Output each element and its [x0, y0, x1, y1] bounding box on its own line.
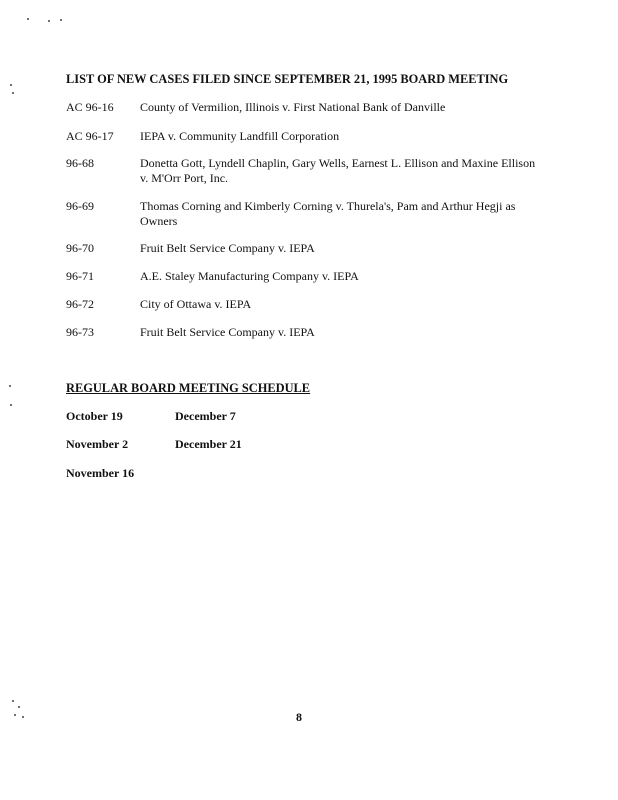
scan-speck	[27, 18, 29, 20]
meeting-date: November 16	[66, 466, 135, 480]
case-title: A.E. Staley Manufacturing Company v. IEPA	[140, 269, 359, 283]
case-number: AC 96-17	[66, 129, 114, 143]
meeting-date: December 7	[175, 409, 236, 423]
scan-speck	[12, 700, 14, 702]
scan-speck	[10, 404, 12, 406]
case-number: AC 96-16	[66, 100, 114, 114]
scan-speck	[48, 20, 50, 22]
meeting-date: October 19	[66, 409, 123, 423]
case-number: 96-72	[66, 297, 94, 311]
case-title: Donetta Gott, Lyndell Chaplin, Gary Wells, Earnest L. Ellison and Maxine Ellison v. M'Orr Port, Inc.	[140, 156, 536, 185]
case-number: 96-73	[66, 325, 94, 339]
meeting-date: December 21	[175, 437, 242, 451]
case-number: 96-69	[66, 199, 94, 213]
scan-speck	[22, 716, 24, 718]
case-title: Fruit Belt Service Company v. IEPA	[140, 241, 315, 255]
case-title: City of Ottawa v. IEPA	[140, 297, 252, 311]
case-title: County of Vermilion, Illinois v. First National Bank of Danville	[140, 100, 446, 114]
case-number: 96-71	[66, 269, 94, 283]
page-number: 8	[296, 710, 302, 724]
case-title: Fruit Belt Service Company v. IEPA	[140, 325, 315, 339]
meeting-date: November 2	[66, 437, 129, 451]
case-title: IEPA v. Community Landfill Corporation	[140, 129, 340, 143]
scan-speck	[18, 706, 20, 708]
schedule-heading: REGULAR BOARD MEETING SCHEDULE	[66, 381, 311, 395]
case-title: Thomas Corning and Kimberly Corning v. Thurela's, Pam and Arthur Hegji as Owners	[140, 199, 516, 228]
cases-heading: LIST OF NEW CASES FILED SINCE SEPTEMBER 21, 1995 BOARD MEETING	[66, 72, 509, 86]
scan-speck	[9, 385, 11, 387]
case-number: 96-68	[66, 156, 94, 170]
scan-speck	[14, 714, 16, 716]
case-number: 96-70	[66, 241, 94, 255]
scan-speck	[60, 19, 62, 21]
scan-speck	[12, 92, 14, 94]
scan-speck	[10, 84, 12, 86]
